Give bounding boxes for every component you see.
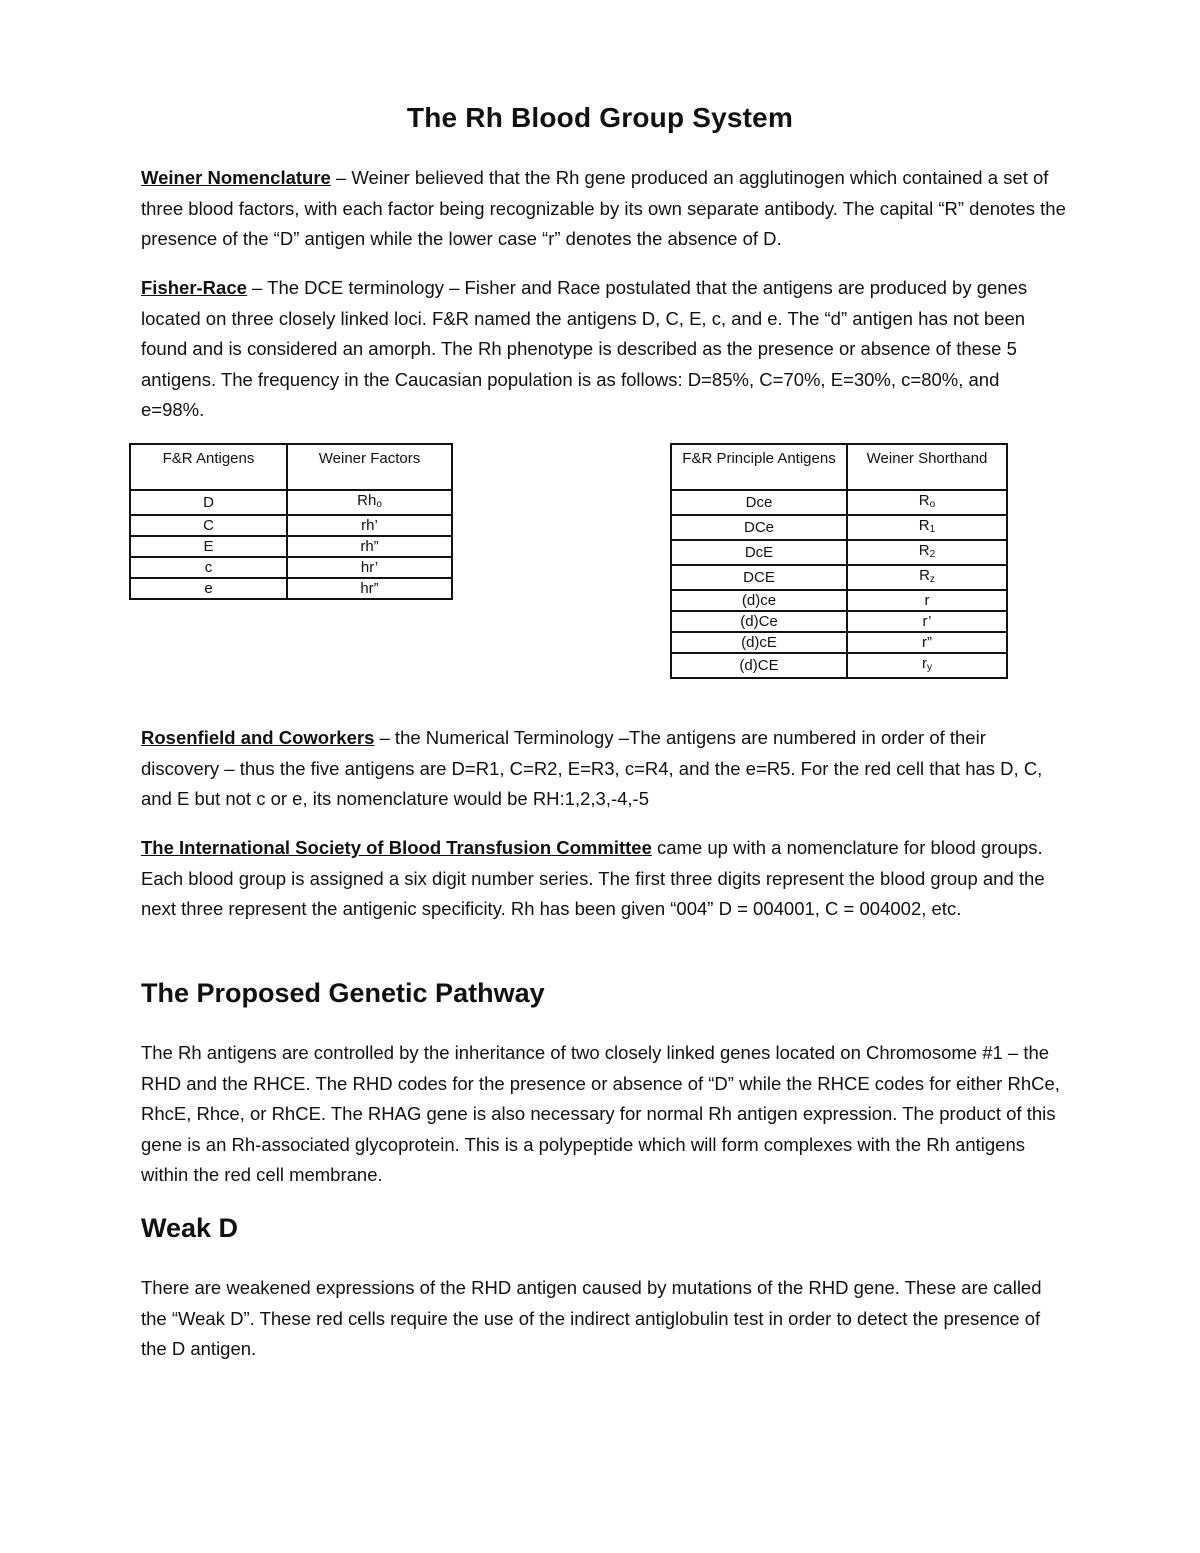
table-cell: c — [130, 557, 287, 578]
isbt-text: came up with a nomenclature for blood groups. Each blood group is assigned a six digit number series. The first three digits represent the blood group and the next three represent the antigenic specificity. Rh has been given “004” D = 004001, C = 004002, etc. — [141, 837, 1045, 919]
table-cell: (d)ce — [671, 590, 847, 611]
table-cell: $R_z$ — [847, 565, 1007, 590]
table-cell: E — [130, 536, 287, 557]
antigens-factors-table — [129, 443, 453, 600]
table-row — [671, 565, 1007, 590]
table-cell: r — [847, 590, 1007, 611]
table-cell: rh” — [287, 536, 452, 557]
table-row — [130, 515, 452, 536]
table-cell: DCE — [671, 565, 847, 590]
table-cell: (d)cE — [671, 632, 847, 653]
table-header-row — [671, 444, 1007, 490]
weiner-paragraph — [141, 163, 1066, 255]
table-cell: $R_2$ — [847, 540, 1007, 565]
table-cell: rh’ — [287, 515, 452, 536]
table-cell: DcE — [671, 540, 847, 565]
isbt-lead: The International Society of Blood Transfusion Committee — [141, 837, 652, 858]
fisher-race-paragraph — [141, 273, 1066, 426]
table-row — [671, 590, 1007, 611]
table-cell: $R_o$ — [847, 490, 1007, 515]
rosenfield-lead: Rosenfield and Coworkers — [141, 727, 375, 748]
table-cell: $R_1$ — [847, 515, 1007, 540]
weak-d-heading: Weak D — [141, 1213, 239, 1243]
shorthand-table — [670, 443, 1008, 679]
column-header: Weiner Shorthand — [847, 444, 1007, 490]
table-cell: r” — [847, 632, 1007, 653]
weiner-lead: Weiner Nomenclature — [141, 167, 331, 188]
column-header: F&R Antigens — [130, 444, 287, 490]
table-cell: D — [130, 490, 287, 515]
table-cell: C — [130, 515, 287, 536]
table-cell: hr’ — [287, 557, 452, 578]
table-cell: $r_y$ — [847, 653, 1007, 678]
table-cell: $Rh_o$ — [287, 490, 452, 515]
pathway-paragraph: The Rh antigens are controlled by the inheritance of two closely linked genes located on Chromosome #1 – the RHD and the RHCE. The RHD codes for the presence or absence of “D” while the RHCE codes for either RhCe, RhcE, Rhce, or RhCE. The RHAG gene is also necessary for normal Rh antigen expression. The product of this gene is an Rh-associated glycoprotein. This is a polypeptide which will form complexes with the Rh antigens within the red cell membrane. — [141, 1042, 1060, 1185]
table-row — [671, 490, 1007, 515]
column-header: Weiner Factors — [287, 444, 452, 490]
fisher-race-text: – The DCE terminology – Fisher and Race postulated that the antigens are produced by genes located on three closely linked loci. F&R named the antigens D, C, E, c, and e. The “d” antigen has not been found and is considered an amorph. The Rh phenotype is described as the presence or absence of these 5 antigens. The frequency in the Caucasian population is as follows: D=85%, C=70%, E=30%, c=80%, and e=98%. — [141, 277, 1028, 420]
table-row — [130, 490, 452, 515]
table-row — [130, 536, 452, 557]
isbt-paragraph — [141, 833, 1066, 925]
table-row — [130, 578, 452, 599]
table-row — [671, 540, 1007, 565]
column-header: F&R Principle Antigens — [671, 444, 847, 490]
table-row — [130, 557, 452, 578]
table-cell: Dce — [671, 490, 847, 515]
rosenfield-paragraph — [141, 723, 1066, 815]
rosenfield-text: – the Numerical Terminology –The antigens are numbered in order of their discovery – thus the five antigens are D=R1, C=R2, E=R3, c=R4, and the e=R5. For the red cell that has D, C, and E but not c or e, its nomenclature would be RH:1,2,3,-4,-5 — [141, 727, 1043, 809]
table-row — [671, 515, 1007, 540]
table-row — [671, 632, 1007, 653]
fisher-race-lead: Fisher-Race — [141, 277, 247, 298]
table-cell: (d)Ce — [671, 611, 847, 632]
table-cell: DCe — [671, 515, 847, 540]
table-cell: r’ — [847, 611, 1007, 632]
weak-d-paragraph: There are weakened expressions of the RHD antigen caused by mutations of the RHD gene. These are called the “Weak D”. These red cells require the use of the indirect antiglobulin test in order to detect the presence of the D antigen. — [141, 1277, 1042, 1359]
table-cell: (d)CE — [671, 653, 847, 678]
page-title: The Rh Blood Group System — [406, 102, 794, 133]
pathway-heading: The Proposed Genetic Pathway — [141, 978, 545, 1008]
table-cell: hr” — [287, 578, 452, 599]
table-header-row — [130, 444, 452, 490]
weiner-text: – Weiner believed that the Rh gene produced an agglutinogen which contained a set of three blood factors, with each factor being recognizable by its own separate antibody. The capital “R” denotes the presence of the “D” antigen while the lower case “r” denotes the absence of D. — [141, 167, 1066, 249]
table-cell: e — [130, 578, 287, 599]
table-row — [671, 653, 1007, 678]
table-row — [671, 611, 1007, 632]
